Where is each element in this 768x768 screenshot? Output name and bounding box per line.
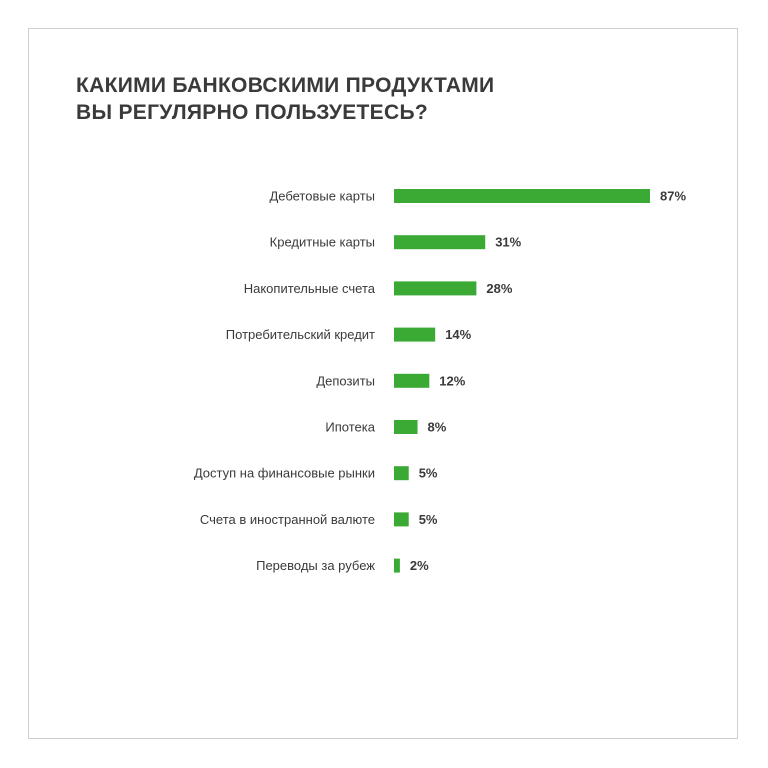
bar xyxy=(394,281,476,295)
bar xyxy=(394,189,650,203)
bar xyxy=(394,328,435,342)
bar-row xyxy=(270,235,522,250)
value-label: 8% xyxy=(427,419,447,435)
category-label: Переводы за рубеж xyxy=(256,558,375,574)
bar-row xyxy=(256,558,429,573)
value-label: 2% xyxy=(409,558,429,574)
value-label: 28% xyxy=(486,280,513,296)
bar-row xyxy=(200,512,438,527)
bar-row xyxy=(226,327,472,342)
bar-row xyxy=(316,373,465,388)
chart-title-line-2: ВЫ РЕГУЛЯРНО ПОЛЬЗУЕТЕСЬ? xyxy=(76,101,428,124)
category-label: Дебетовые карты xyxy=(269,188,375,204)
category-label: Доступ на финансовые рынки xyxy=(193,465,375,481)
category-label: Кредитные карты xyxy=(269,234,375,250)
category-label: Ипотека xyxy=(325,419,375,435)
bar xyxy=(394,559,400,573)
value-label: 5% xyxy=(418,511,438,527)
value-label: 87% xyxy=(660,188,687,204)
bar xyxy=(394,235,485,249)
category-label: Потребительский кредит xyxy=(225,327,375,343)
bar xyxy=(394,466,409,480)
value-label: 5% xyxy=(418,465,438,481)
bar xyxy=(394,512,409,526)
value-label: 12% xyxy=(439,373,466,389)
bar xyxy=(394,374,429,388)
bar-row xyxy=(244,281,513,296)
value-label: 14% xyxy=(445,327,472,343)
bar-row xyxy=(269,189,686,204)
category-label: Накопительные счета xyxy=(243,280,375,296)
category-label: Счета в иностранной валюте xyxy=(199,511,375,527)
bar xyxy=(394,420,418,434)
bar-row xyxy=(194,466,438,481)
bar-row xyxy=(325,420,446,435)
category-label: Депозиты xyxy=(316,373,375,389)
chart-title-line-1: КАКИМИ БАНКОВСКИМИ ПРОДУКТАМИ xyxy=(76,74,495,97)
value-label: 31% xyxy=(495,234,522,250)
